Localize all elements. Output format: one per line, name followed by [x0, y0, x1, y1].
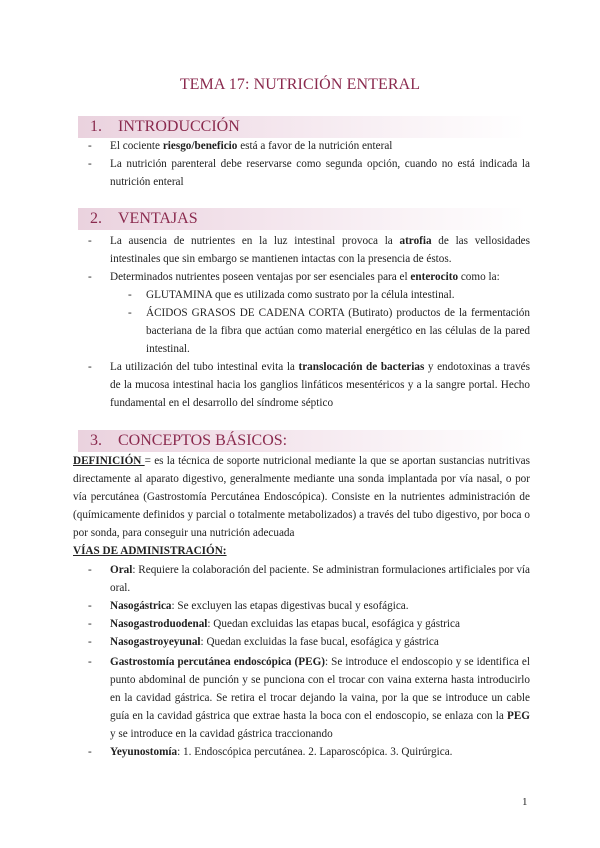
section-heading-conceptos [78, 430, 526, 452]
definition-label: DEFINICIÓN [73, 455, 145, 467]
list-item: - Gastrostomía percutánea endoscópica (PEG): Se introduce el endoscopio y se identifica el punto abdominal de punción y se punciona con el trocar con vaina externa hasta introducirlo en la cavidad gástrica. Se retira el trocar dejando la vaina, por la que se introduce un cable guía en la cavidad gástrica que extrae hasta la boca con el endoscopio, se enlaza con la PEG y se introduce en la cavidad gástrica traccionando [88, 656, 530, 740]
section-title: INTRODUCCIÓN [118, 118, 240, 135]
list-item: - Yeyunostomía: 1. Endoscópica percutánea. 2. Laparoscópica. 3. Quirúrgica. [88, 746, 453, 758]
vias-heading: VÍAS DE ADMINISTRACIÓN: [73, 545, 227, 557]
definition-paragraph: DEFINICIÓN = es la técnica de soporte nutricional mediante la que se aportan sustancias nutritivas directamente al aparato digestivo, generalmente mediante una sonda implantada por vía nasal, o por vía percutánea (Gastrostomía Percutánea Endoscópica). Consiste en la nutrientes administración de (químicamente definidos y parcial o totalmente metabolizados) a través del tubo digestivo, por boca o por sonda, para conseguir una nutrición adecuada [73, 455, 530, 539]
sub-list-item: - GLUTAMINA que es utilizada como sustrato por la célula intestinal. [128, 289, 455, 301]
list-item: - El cociente riesgo/beneficio está a favor de la nutrición enteral [88, 140, 393, 152]
section-number: 2. [90, 210, 102, 227]
list-item: - Nasogastroyeyunal: Quedan excluidas la fase bucal, esofágica y gástrica [88, 636, 439, 648]
section-title: VENTAJAS [118, 210, 198, 227]
list-item: - Nasogastroduodenal: Quedan excluidas las etapas bucal, esofágica y gástrica [88, 618, 460, 630]
list-item: - La utilización del tubo intestinal evita la translocación de bacterias y endotoxinas a través de la mucosa intestinal hacia los ganglios linfáticos mesentéricos y a la sangre portal. Hecho fundamental en el desarrollo del síndrome séptico [88, 361, 530, 409]
list-item: - Oral: Requiere la colaboración del paciente. Se administran formulaciones artificiales por vía oral. [88, 564, 530, 594]
section-heading-introduccion [78, 116, 526, 138]
list-item: - La nutrición parenteral debe reservarse como segunda opción, cuando no está indicada la nutrición enteral [88, 158, 530, 188]
section-title: CONCEPTOS BÁSICOS: [118, 432, 288, 449]
page-number: 1 [522, 796, 528, 808]
section-number: 1. [90, 118, 102, 135]
list-item: - La ausencia de nutrientes en la luz intestinal provoca la atrofia de las vellosidades intestinales que sin embargo se mantienen intactas con la presencia de éstos. [88, 235, 531, 265]
document-title: TEMA 17: NUTRICIÓN ENTERAL [179, 76, 421, 93]
section-heading-ventajas [78, 208, 526, 230]
list-item: - Determinados nutrientes poseen ventajas por ser esenciales para el enterocito como la: [88, 271, 500, 283]
sub-list-item: - ÁCIDOS GRASOS DE CADENA CORTA (Butirato) productos de la fermentación bacteriana de la fibra que actúan como material energético en las células de la pared intestinal. [128, 307, 530, 355]
list-item: - Nasogástrica: Se excluyen las etapas digestivas bucal y esofágica. [88, 600, 409, 612]
section-number: 3. [90, 432, 102, 449]
